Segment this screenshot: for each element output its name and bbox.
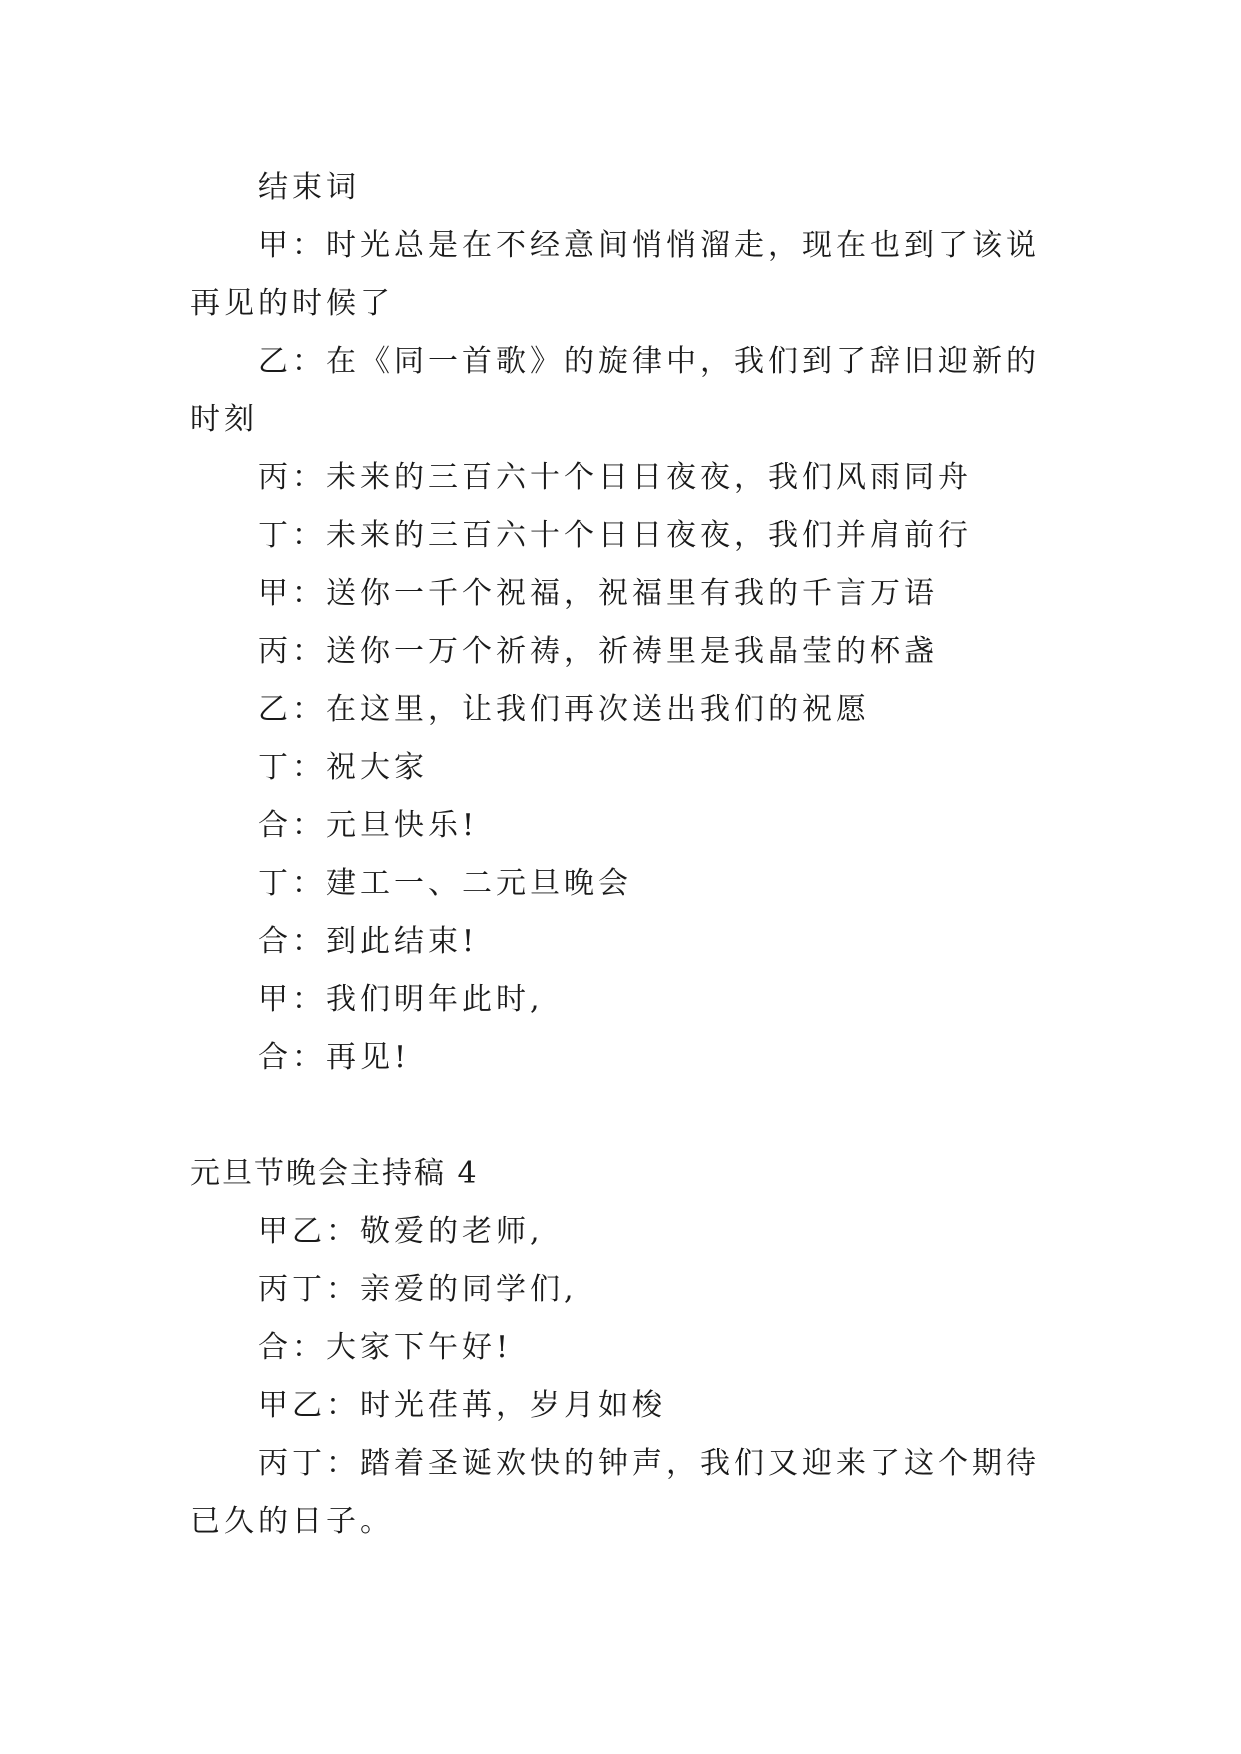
dialogue-line: 丁：建工一、二元旦晚会 [258,866,632,901]
dialogue-line: 甲：我们明年此时, [258,982,544,1017]
dialogue-line: 甲乙：时光荏苒，岁月如梭 [258,1388,666,1423]
dialogue-line: 丙丁：亲爱的同学们, [258,1272,578,1307]
document-body [190,159,1060,1551]
dialogue-line: 甲：送你一千个祝福，祝福里有我的千言万语 [258,576,938,611]
dialogue-line: 丙：送你一万个祈祷，祈祷里是我晶莹的杯盏 [258,634,938,669]
dialogue-line: 乙：在《同一首歌》的旋律中，我们到了辞旧迎新的时刻 [190,344,1040,437]
dialogue-line: 合：到此结束! [258,924,479,959]
dialogue-line: 甲乙：敬爱的老师, [258,1214,544,1249]
dialogue-line: 丙丁：踏着圣诞欢快的钟声，我们又迎来了这个期待已久的日子。 [190,1446,1040,1539]
dialogue-line: 合：元旦快乐! [258,808,479,843]
section-gap [190,1087,1060,1145]
dialogue-line: 丁：祝大家 [258,750,428,785]
dialogue-line: 合：大家下午好! [258,1330,513,1365]
dialogue-line: 甲：时光总是在不经意间悄悄溜走，现在也到了该说再见的时候了 [190,228,1040,321]
dialogue-line: 丙：未来的三百六十个日日夜夜，我们风雨同舟 [258,460,972,495]
dialogue-line: 丁：未来的三百六十个日日夜夜，我们并肩前行 [258,518,972,553]
dialogue-line: 乙：在这里，让我们再次送出我们的祝愿 [258,692,870,727]
dialogue-line: 合：再见! [258,1040,411,1075]
section-title: 结束词 [258,170,360,205]
section-heading: 元旦节晚会主持稿 4 [190,1156,479,1191]
